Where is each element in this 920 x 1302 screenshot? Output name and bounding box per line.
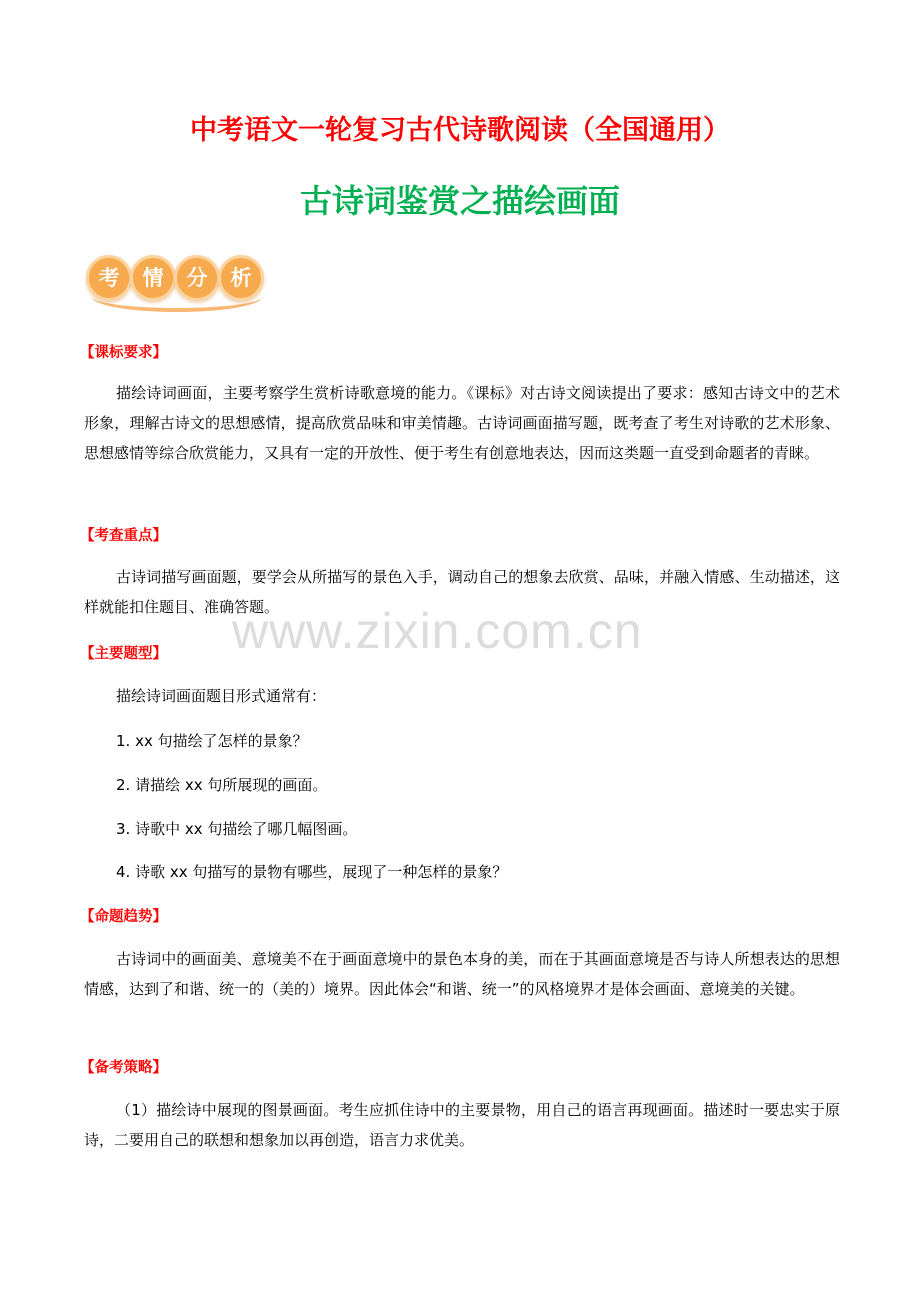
document-subtitle: 古诗词鉴赏之描绘画面 — [299, 182, 620, 220]
kaoqing-fenxi-badge — [84, 252, 268, 314]
question-type-item: 3. 诗歌中 xx 句描绘了哪几幅图画。 — [116, 820, 358, 838]
question-type-item: 4. 诗歌 xx 句描写的景物有哪些，展现了一种怎样的景象？ — [116, 863, 508, 881]
document-title: 中考语文一轮复习古代诗歌阅读（全国通用） — [190, 115, 730, 146]
section-heading-kebiao: 【课标要求】 — [80, 345, 167, 361]
section-text-kebiao: 描绘诗词画面，主要考察学生赏析诗歌意境的能力。《课标》对古诗文阅读提出了要求：感知古诗文中的艺术形象，理解古诗文的思想感情，提高欣赏品味和审美情趣。古诗词画面描写题，既考查了考生对诗歌的艺术形象、思想感情等综合欣赏能力，又具有一定的开放性、便于考生有创意地表达，因而这类题一直受到命题者的青睐。 — [84, 384, 840, 462]
question-types-intro: 描绘诗词画面题目形式通常有： — [116, 687, 327, 705]
section-text-qushi: 古诗词中的画面美、意境美不在于画面意境中的景色本身的美，而在于其画面意境是否与诗人所想表达的思想情感，达到了和谐、统一的（美的）境界。因此体会“和谐、统一”的风格境界才是体会画面、意境美的关键。 — [84, 950, 840, 998]
section-heading-qushi: 【命题趋势】 — [80, 909, 167, 925]
badge-char: 考 — [86, 255, 132, 301]
section-text-celue: （1）描绘诗中展现的图景画面。考生应抓住诗中的主要景物，用自己的语言再现画面。描述时一要忠实于原诗，二要用自己的联想和想象加以再创造，语言力求优美。 — [84, 1101, 840, 1149]
badge-char: 情 — [130, 255, 176, 301]
section-heading-tixing: 【主要题型】 — [80, 646, 167, 662]
section-text-zhongdian: 古诗词描写画面题，要学会从所描写的景色入手，调动自己的想象去欣赏、品味，并融入情感、生动描述，这样就能扣住题目、准确答题。 — [84, 568, 840, 616]
question-type-item: 2. 请描绘 xx 句所展现的画面。 — [116, 776, 328, 794]
section-heading-celue: 【备考策略】 — [80, 1060, 167, 1076]
watermark: www.zixin.com.cn — [232, 603, 643, 659]
badge-char: 析 — [218, 255, 264, 301]
badge-char: 分 — [174, 255, 220, 301]
question-type-item: 1. xx 句描绘了怎样的景象？ — [116, 732, 308, 750]
section-heading-zhongdian: 【考查重点】 — [80, 528, 167, 544]
